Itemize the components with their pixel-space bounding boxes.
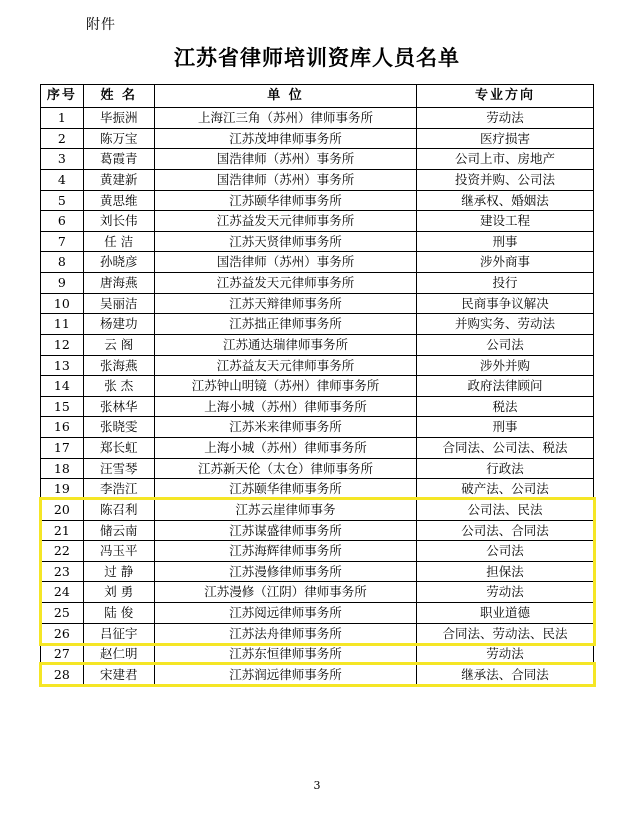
table-row [41,376,594,397]
cell-field: 合同法、劳动法、民法 [417,623,594,644]
cell-index: 22 [41,541,84,562]
cell-organization: 江苏法舟律师事务所 [154,623,416,644]
table-row [41,541,594,562]
cell-field: 破产法、公司法 [417,479,594,500]
cell-index: 28 [41,664,84,685]
table-row [41,417,594,438]
cell-organization: 江苏益发天元律师事务所 [154,273,416,294]
cell-organization: 江苏云崖律师事务 [154,499,416,520]
cell-field: 继承权、婚姻法 [417,190,594,211]
cell-field: 涉外并购 [417,355,594,376]
cell-index: 24 [41,582,84,603]
cell-organization: 江苏通达瑞律师事务所 [154,334,416,355]
cell-field: 公司法、民法 [417,499,594,520]
cell-field: 公司法 [417,334,594,355]
cell-field: 涉外商事 [417,252,594,273]
cell-index: 2 [41,128,84,149]
table-row [41,128,594,149]
cell-index: 9 [41,273,84,294]
cell-name: 李浩江 [83,479,154,500]
cell-name: 黄建新 [83,169,154,190]
table-row [41,644,594,665]
cell-organization: 江苏益发天元律师事务所 [154,211,416,232]
cell-name: 吴丽洁 [83,293,154,314]
table-row [41,273,594,294]
cell-index: 19 [41,479,84,500]
table-row [41,561,594,582]
table-row [41,458,594,479]
cell-organization: 江苏米来律师事务所 [154,417,416,438]
cell-organization: 江苏东恒律师事务所 [154,644,416,665]
cell-field: 投行 [417,273,594,294]
cell-name: 赵仁明 [83,644,154,665]
cell-field: 刑事 [417,417,594,438]
cell-field: 劳动法 [417,644,594,665]
cell-name: 宋建君 [83,664,154,685]
cell-organization: 上海江三角（苏州）律师事务所 [154,108,416,129]
cell-field: 劳动法 [417,582,594,603]
cell-field: 政府法律顾问 [417,376,594,397]
cell-name: 刘长伟 [83,211,154,232]
cell-organization: 江苏天贤律师事务所 [154,231,416,252]
table-row [41,108,594,129]
table-row [41,396,594,417]
cell-organization: 上海小城（苏州）律师事务所 [154,396,416,417]
cell-organization: 江苏天辩律师事务所 [154,293,416,314]
cell-name: 孙晓彦 [83,252,154,273]
cell-field: 公司上市、房地产 [417,149,594,170]
cell-organization: 上海小城（苏州）律师事务所 [154,438,416,459]
table-row [41,355,594,376]
cell-name: 张 杰 [83,376,154,397]
cell-name: 张海燕 [83,355,154,376]
table-row [41,603,594,624]
cell-organization: 江苏益友天元律师事务所 [154,355,416,376]
roster-body [41,108,594,686]
page-number: 3 [313,779,321,792]
column-header-name: 姓 名 [83,85,154,108]
table-header-row [41,85,594,108]
cell-field: 担保法 [417,561,594,582]
cell-index: 8 [41,252,84,273]
cell-index: 15 [41,396,84,417]
cell-index: 7 [41,231,84,252]
cell-name: 陈万宝 [83,128,154,149]
cell-field: 劳动法 [417,108,594,129]
cell-name: 汪雪琴 [83,458,154,479]
cell-index: 27 [41,644,84,665]
cell-organization: 江苏茂坤律师事务所 [154,128,416,149]
cell-index: 16 [41,417,84,438]
table-row [41,334,594,355]
table-row [41,520,594,541]
table-row [41,231,594,252]
cell-organization: 江苏颐华律师事务所 [154,479,416,500]
cell-index: 5 [41,190,84,211]
cell-field: 合同法、公司法、税法 [417,438,594,459]
cell-index: 1 [41,108,84,129]
cell-field: 继承法、合同法 [417,664,594,685]
cell-index: 17 [41,438,84,459]
roster-table [40,84,594,686]
cell-name: 张林华 [83,396,154,417]
cell-organization: 国浩律师（苏州）事务所 [154,252,416,273]
cell-name: 唐海燕 [83,273,154,294]
cell-name: 张晓雯 [83,417,154,438]
cell-organization: 江苏新天伦（太仓）律师事务所 [154,458,416,479]
cell-index: 25 [41,603,84,624]
cell-name: 黄思维 [83,190,154,211]
cell-organization: 江苏谋盛律师事务所 [154,520,416,541]
cell-organization: 国浩律师（苏州）事务所 [154,169,416,190]
table-row [41,499,594,520]
column-header-field: 专业方向 [417,85,594,108]
cell-index: 23 [41,561,84,582]
cell-field: 建设工程 [417,211,594,232]
cell-name: 云 阁 [83,334,154,355]
cell-index: 13 [41,355,84,376]
cell-field: 税法 [417,396,594,417]
cell-field: 行政法 [417,458,594,479]
table-row [41,252,594,273]
cell-index: 4 [41,169,84,190]
cell-name: 吕征宇 [83,623,154,644]
cell-name: 冯玉平 [83,541,154,562]
cell-name: 过 静 [83,561,154,582]
cell-organization: 江苏拙正律师事务所 [154,314,416,335]
cell-field: 公司法 [417,541,594,562]
cell-name: 陈召利 [83,499,154,520]
cell-field: 民商事争议解决 [417,293,594,314]
cell-field: 公司法、合同法 [417,520,594,541]
table-row [41,664,594,685]
cell-index: 6 [41,211,84,232]
column-header-index: 序号 [41,85,84,108]
cell-name: 任 洁 [83,231,154,252]
table-row [41,169,594,190]
cell-field: 医疗损害 [417,128,594,149]
table-row [41,438,594,459]
cell-name: 杨建功 [83,314,154,335]
cell-field: 职业道德 [417,603,594,624]
cell-organization: 江苏海辉律师事务所 [154,541,416,562]
cell-name: 陆 俊 [83,603,154,624]
cell-index: 18 [41,458,84,479]
cell-organization: 江苏颐华律师事务所 [154,190,416,211]
cell-index: 3 [41,149,84,170]
cell-index: 14 [41,376,84,397]
cell-organization: 江苏漫修律师事务所 [154,561,416,582]
cell-name: 毕振洲 [83,108,154,129]
table-row [41,190,594,211]
attachment-label: 附件 [86,17,116,33]
cell-index: 11 [41,314,84,335]
table-row [41,479,594,500]
table-row [41,293,594,314]
table-row [41,211,594,232]
cell-field: 并购实务、劳动法 [417,314,594,335]
cell-index: 12 [41,334,84,355]
column-header-org: 单 位 [154,85,416,108]
cell-organization: 国浩律师（苏州）事务所 [154,149,416,170]
cell-name: 储云南 [83,520,154,541]
table-row [41,623,594,644]
cell-index: 26 [41,623,84,644]
cell-organization: 江苏润远律师事务所 [154,664,416,685]
cell-name: 葛霞青 [83,149,154,170]
cell-index: 21 [41,520,84,541]
cell-organization: 江苏阅远律师事务所 [154,603,416,624]
cell-field: 刑事 [417,231,594,252]
cell-organization: 江苏漫修（江阴）律师事务所 [154,582,416,603]
cell-name: 刘 勇 [83,582,154,603]
table-row [41,149,594,170]
cell-organization: 江苏钟山明镜（苏州）律师事务所 [154,376,416,397]
cell-field: 投资并购、公司法 [417,169,594,190]
cell-name: 郑长虹 [83,438,154,459]
cell-index: 20 [41,499,84,520]
page-title: 江苏省律师培训资库人员名单 [174,45,460,70]
table-row [41,582,594,603]
table-row [41,314,594,335]
cell-index: 10 [41,293,84,314]
